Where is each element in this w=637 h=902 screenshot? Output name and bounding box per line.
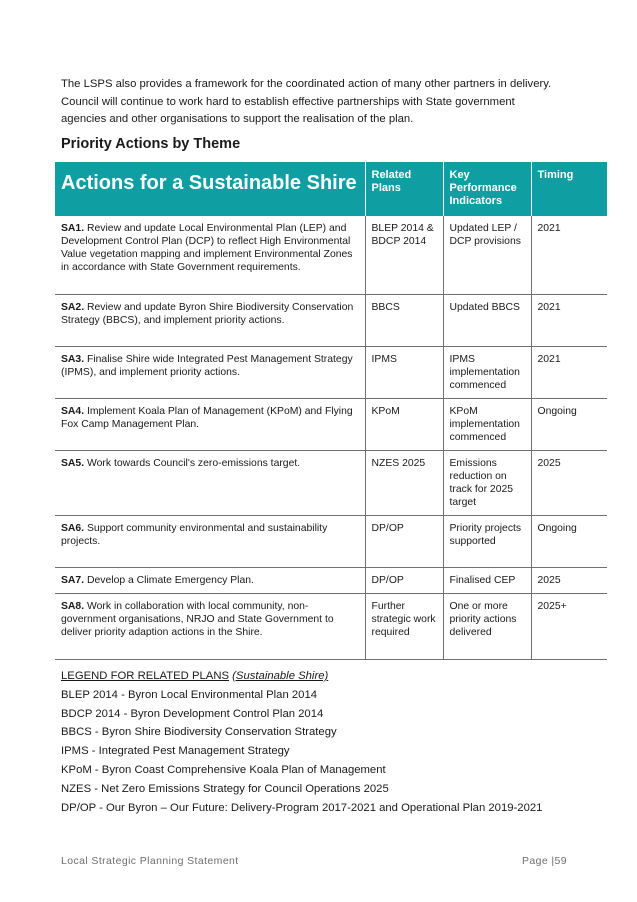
action-text: Work towards Council's zero-emissions target. bbox=[87, 457, 301, 469]
timing-cell: Ongoing bbox=[531, 515, 607, 567]
legend-item: IPMS - Integrated Pest Management Strategy bbox=[61, 745, 290, 758]
intro-paragraph bbox=[61, 76, 601, 129]
timing-cell: 2025 bbox=[531, 567, 607, 593]
action-code: SA6. bbox=[61, 522, 85, 534]
action-text: Work in collaboration with local community, non-government organisations, NRJO and State Government to deliver priority adaption actions in the Shire. bbox=[61, 600, 334, 638]
related-plans-cell: BLEP 2014 & BDCP 2014 bbox=[365, 216, 443, 294]
action-code: SA7. bbox=[61, 574, 85, 586]
kpi-cell: One or more priority actions delivered bbox=[443, 593, 531, 659]
action-cell bbox=[55, 294, 365, 346]
action-cell bbox=[55, 216, 365, 294]
action-cell bbox=[55, 398, 365, 450]
column-header-timing: Timing bbox=[531, 162, 607, 216]
intro-line: agencies and other organisations to support the realisation of the plan. bbox=[61, 113, 414, 125]
timing-cell: Ongoing bbox=[531, 398, 607, 450]
legend bbox=[61, 667, 607, 817]
action-text: Review and update Local Environmental Plan (LEP) and Development Control Plan (DCP) to reflect High Environmental Value vegetation mapping and implement Environmental Zones in accordance with State Government requirements. bbox=[61, 223, 353, 273]
table-header-row bbox=[55, 162, 607, 216]
timing-cell: 2021 bbox=[531, 216, 607, 294]
kpi-cell: Finalised CEP bbox=[443, 567, 531, 593]
legend-item: BDCP 2014 - Byron Development Control Plan 2014 bbox=[61, 707, 324, 720]
section-heading: Priority Actions by Theme bbox=[61, 136, 241, 152]
action-code: SA8. bbox=[61, 600, 85, 612]
column-header-kpi: Key Performance Indicators bbox=[443, 162, 531, 216]
table-row bbox=[55, 567, 607, 593]
action-text: Support community environmental and sustainability projects. bbox=[61, 522, 328, 547]
timing-cell: 2021 bbox=[531, 294, 607, 346]
table-title: Actions for a Sustainable Shire bbox=[55, 162, 365, 216]
action-code: SA5. bbox=[61, 457, 85, 469]
kpi-cell: KPoM implementation commenced bbox=[443, 398, 531, 450]
action-cell bbox=[55, 346, 365, 398]
table-row bbox=[55, 515, 607, 567]
action-cell bbox=[55, 567, 365, 593]
legend-item: BLEP 2014 - Byron Local Environmental Plan 2014 bbox=[61, 688, 318, 701]
kpi-cell: IPMS implementation commenced bbox=[443, 346, 531, 398]
action-code: SA4. bbox=[61, 405, 85, 417]
kpi-cell: Updated LEP / DCP provisions bbox=[443, 216, 531, 294]
table-row bbox=[55, 593, 607, 659]
action-code: SA1. bbox=[61, 223, 85, 234]
related-plans-cell: Further strategic work required bbox=[365, 593, 443, 659]
action-text: Review and update Byron Shire Biodiversity Conservation Strategy (BBCS), and implement priority actions. bbox=[61, 301, 354, 326]
kpi-cell: Emissions reduction on track for 2025 target bbox=[443, 450, 531, 515]
legend-subtitle: (Sustainable Shire) bbox=[232, 670, 329, 682]
kpi-cell: Priority projects supported bbox=[443, 515, 531, 567]
legend-heading bbox=[61, 667, 607, 686]
footer-document-title: Local Strategic Planning Statement bbox=[61, 855, 239, 867]
footer-page-number: Page |59 bbox=[521, 855, 567, 867]
action-text: Implement Koala Plan of Management (KPoM) and Flying Fox Camp Management Plan. bbox=[61, 405, 353, 430]
related-plans-cell: DP/OP bbox=[365, 567, 443, 593]
legend-item: KPoM - Byron Coast Comprehensive Koala Plan of Management bbox=[61, 763, 386, 776]
timing-cell: 2025+ bbox=[531, 593, 607, 659]
action-code: SA3. bbox=[61, 353, 85, 365]
actions-table bbox=[55, 162, 607, 660]
kpi-cell: Updated BBCS bbox=[443, 294, 531, 346]
related-plans-cell: DP/OP bbox=[365, 515, 443, 567]
action-text: Develop a Climate Emergency Plan. bbox=[87, 574, 254, 586]
action-code: SA2. bbox=[61, 301, 85, 313]
intro-line: Council will continue to work hard to establish effective partnerships with State government bbox=[61, 95, 515, 108]
related-plans-cell: NZES 2025 bbox=[365, 450, 443, 515]
legend-item: BBCS - Byron Shire Biodiversity Conservation Strategy bbox=[61, 726, 337, 739]
legend-item: NZES - Net Zero Emissions Strategy for Council Operations 2025 bbox=[61, 782, 389, 795]
action-cell bbox=[55, 450, 365, 515]
table-row bbox=[55, 346, 607, 398]
related-plans-cell: KPoM bbox=[365, 398, 443, 450]
timing-cell: 2021 bbox=[531, 346, 607, 398]
timing-cell: 2025 bbox=[531, 450, 607, 515]
table-row bbox=[55, 398, 607, 450]
action-cell bbox=[55, 593, 365, 659]
action-text: Finalise Shire wide Integrated Pest Management Strategy (IPMS), and implement priority actions. bbox=[61, 353, 353, 378]
table-row bbox=[55, 294, 607, 346]
action-cell bbox=[55, 515, 365, 567]
table-row bbox=[55, 216, 607, 294]
related-plans-cell: IPMS bbox=[365, 346, 443, 398]
legend-item: DP/OP - Our Byron – Our Future: Delivery-Program 2017-2021 and Operational Plan 2019-2021 bbox=[61, 801, 543, 814]
related-plans-cell: BBCS bbox=[365, 294, 443, 346]
legend-title: LEGEND FOR RELATED PLANS bbox=[61, 670, 230, 682]
column-header-related-plans: Related Plans bbox=[365, 162, 443, 216]
table-row bbox=[55, 450, 607, 515]
intro-line: The LSPS also provides a framework for the coordinated action of many other partners in delivery. bbox=[61, 78, 552, 90]
